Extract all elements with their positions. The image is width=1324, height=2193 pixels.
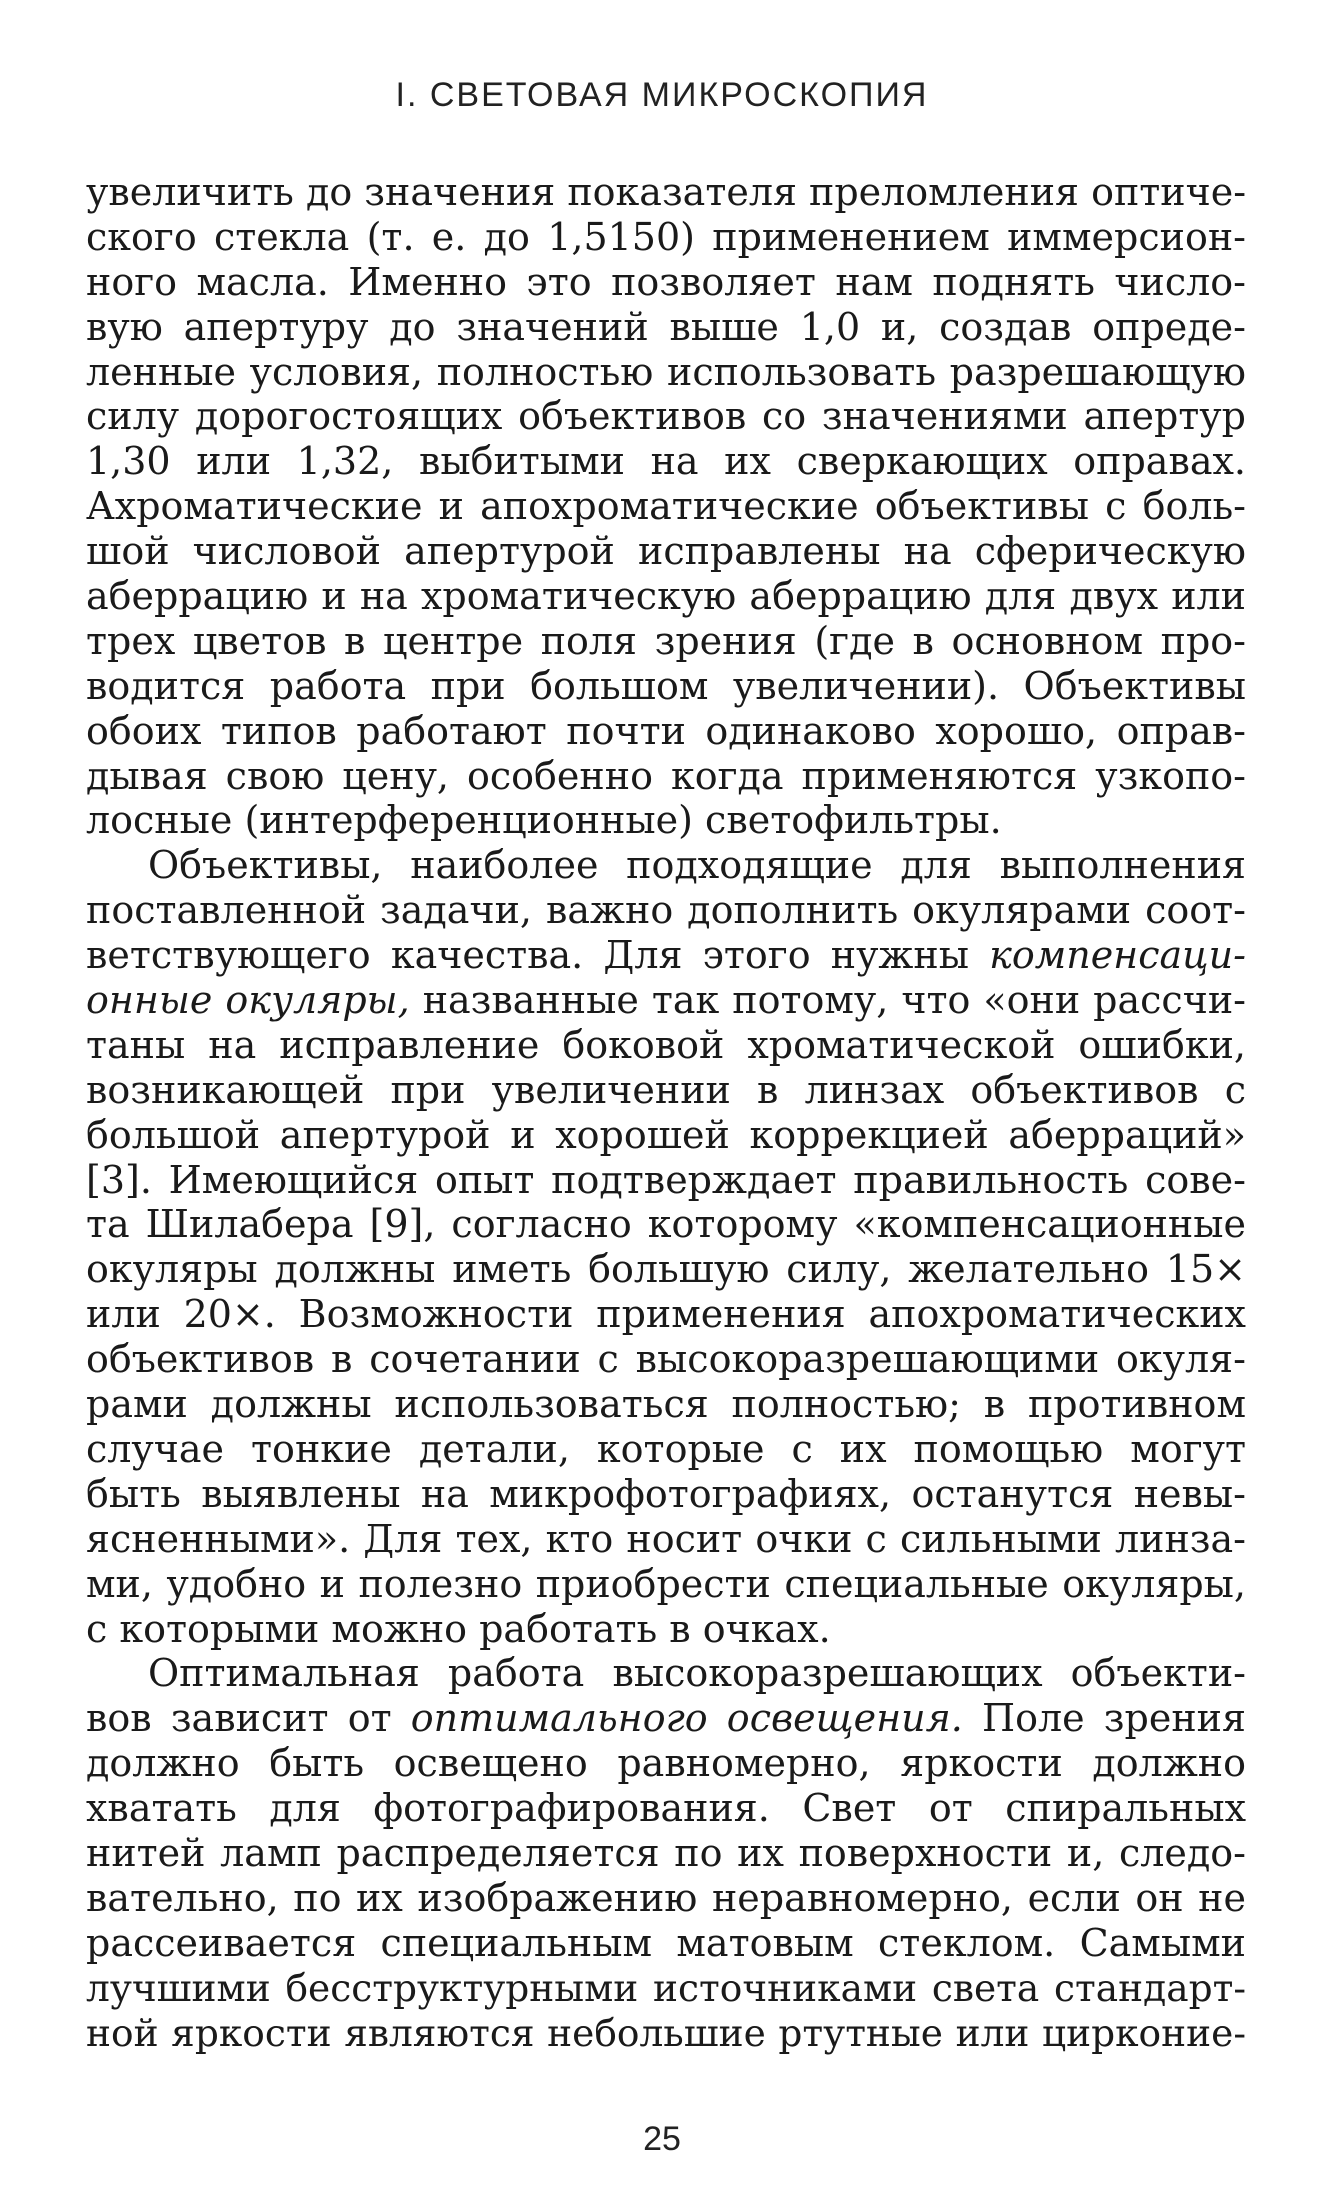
- text-run: вов зависит от: [86, 1696, 392, 1741]
- text-line: ной яркости являются небольшие ртутные или цирконие-: [86, 2010, 1246, 2055]
- text-line: аберрацию и на хроматическую аберрацию для двух или: [86, 574, 1246, 619]
- text-line: окуляры должны иметь большую силу, желательно 15×: [86, 1247, 1246, 1292]
- running-header: I. СВЕТОВАЯ МИКРОСКОПИЯ: [395, 76, 929, 114]
- text-line: обоих типов работают почти одинаково хорошо, оправ-: [86, 708, 1246, 753]
- text-line: объективов в сочетании с высокоразрешающими окуля-: [86, 1337, 1246, 1382]
- text-line: рассеивается специальным матовым стеклом. Самыми: [86, 1920, 1246, 1965]
- text-line: дывая свою цену, особенно когда применяются узкопо-: [86, 753, 1246, 798]
- text-line: вую апертуру до значений выше 1,0 и, создав опреде-: [86, 304, 1246, 349]
- text-line: лосные (интерференционные) светофильтры.: [86, 798, 1002, 843]
- text-line: рами должны использоваться полностью; в противном: [86, 1382, 1246, 1427]
- text-line: 1,30 или 1,32, выбитыми на их сверкающих оправах.: [86, 439, 1246, 484]
- text-line: поставленной задачи, важно дополнить окулярами соот-: [86, 888, 1246, 933]
- italic-term: онные окуляры,: [86, 978, 410, 1023]
- page-number: 25: [643, 2120, 681, 2158]
- text-line: силу дорогостоящих объективов со значениями апертур: [86, 394, 1246, 439]
- text-line: нитей ламп распределяется по их поверхности и, следо-: [86, 1830, 1246, 1875]
- italic-term: оптимального освещения.: [410, 1696, 963, 1741]
- text-run: названные так потому, что «они рассчи-: [422, 978, 1246, 1023]
- text-line: вательно, по их изображению неравномерно, если он не: [86, 1875, 1246, 1920]
- text-line: шой числовой апертурой исправлены на сферическую: [86, 529, 1246, 574]
- text-line: большой апертурой и хорошей коррекцией аберраций»: [86, 1112, 1246, 1157]
- text-line: ского стекла (т. е. до 1,5150) применением иммерсион-: [86, 214, 1246, 259]
- text-line: Ахроматические и апохроматические объективы с боль-: [86, 484, 1246, 529]
- text-line: случае тонкие детали, которые с их помощью могут: [86, 1426, 1246, 1471]
- text-line: [86, 933, 1246, 978]
- text-line: лучшими бесструктурными источниками света стандарт-: [86, 1965, 1246, 2010]
- text-line: быть выявлены на микрофотографиях, останутся невы-: [86, 1471, 1246, 1516]
- text-line: увеличить до значения показателя преломления оптиче-: [86, 170, 1247, 214]
- text-line: водится работа при большом увеличении). Объективы: [86, 663, 1246, 708]
- text-line: Объективы, наиболее подходящие для выполнения: [148, 843, 1246, 888]
- text-line: Оптимальная работа высокоразрешающих объекти-: [148, 1651, 1246, 1696]
- text-run: ветствующего качества. Для этого нужны: [86, 933, 969, 978]
- text-line: та Шилабера [9], согласно которому «компенсационные: [86, 1202, 1246, 1247]
- text-run: Поле зрения: [982, 1696, 1246, 1741]
- text-line: ленные условия, полностью использовать разрешающую: [86, 349, 1246, 394]
- text-line: [3]. Имеющийся опыт подтверждает правильность сове-: [86, 1157, 1246, 1202]
- text-line: хватать для фотографирования. Свет от спиральных: [86, 1786, 1246, 1831]
- text-line: трех цветов в центре поля зрения (где в основном про-: [86, 618, 1246, 663]
- body-text: [86, 170, 1246, 2055]
- text-line: [86, 978, 1246, 1023]
- text-line: ми, удобно и полезно приобрести специальные окуляры,: [86, 1561, 1246, 1606]
- text-line: должно быть освещено равномерно, яркости должно: [86, 1741, 1246, 1786]
- text-line: [86, 1696, 1246, 1741]
- text-line: с которыми можно работать в очках.: [86, 1606, 831, 1651]
- text-line: возникающей при увеличении в линзах объективов с: [86, 1067, 1246, 1112]
- text-line: ного масла. Именно это позволяет нам поднять число-: [86, 259, 1246, 304]
- text-line: или 20×. Возможности применения апохроматических: [86, 1292, 1246, 1337]
- text-line: ясненными». Для тех, кто носит очки с сильными линза-: [86, 1516, 1246, 1561]
- text-line: таны на исправление боковой хроматической ошибки,: [86, 1022, 1246, 1067]
- italic-term: компенсаци-: [989, 933, 1246, 978]
